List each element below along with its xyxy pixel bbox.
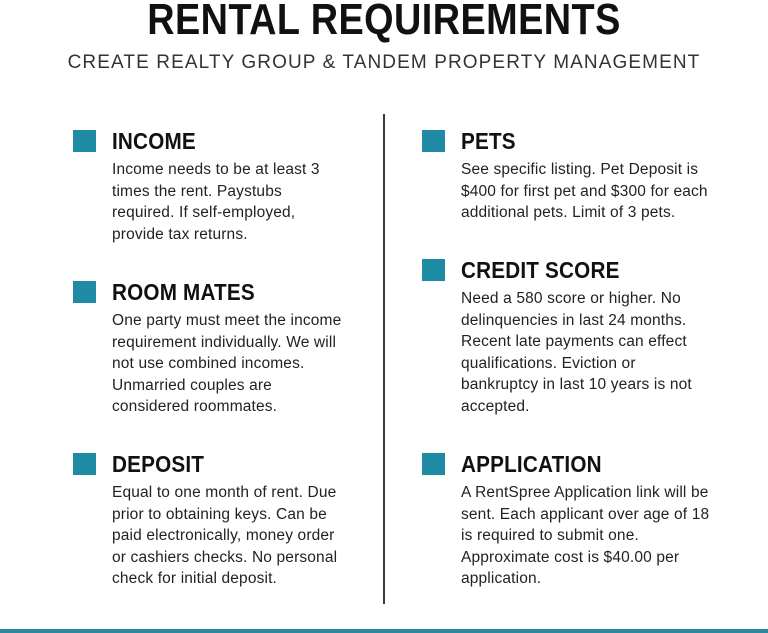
column-divider [383, 114, 385, 604]
section-heading-credit-score: CREDIT SCORE [461, 257, 620, 283]
section-heading-income: INCOME [112, 128, 196, 154]
bullet-square-icon [73, 281, 96, 303]
body-line: considered roommates. [112, 398, 278, 415]
page-subtitle: CREATE REALTY GROUP & TANDEM PROPERTY MANAGEMENT [67, 52, 701, 73]
body-line: Need a 580 score or higher. No [461, 290, 681, 307]
body-line: delinquencies in last 24 months. [461, 311, 687, 329]
section-body-credit-score [461, 288, 731, 417]
body-line: prior to obtaining keys. Can be [112, 505, 327, 523]
body-line: Approximate cost is $40.00 per [461, 548, 680, 566]
body-line: application. [461, 570, 542, 587]
section-header [461, 127, 731, 157]
body-line: bankruptcy in last 10 years is not [461, 376, 692, 393]
body-line: provide tax returns. [112, 225, 248, 243]
section-body-application [461, 482, 736, 590]
body-line: Income needs to be at least 3 [112, 161, 320, 178]
section-header [112, 450, 382, 480]
body-line: Recent late payments can effect [461, 333, 687, 350]
body-line: accepted. [461, 397, 530, 415]
section-body-pets [461, 159, 731, 224]
section-pets [461, 127, 731, 224]
section-body-deposit [112, 482, 382, 590]
body-line: paid electronically, money order [112, 527, 335, 544]
bullet-square-icon [422, 453, 445, 475]
bullet-square-icon [422, 130, 445, 152]
body-line: is required to submit one. [461, 527, 639, 544]
section-heading-application: APPLICATION [461, 451, 602, 477]
bullet-square-icon [422, 259, 445, 281]
section-heading-deposit: DEPOSIT [112, 451, 205, 477]
section-header [112, 278, 382, 308]
body-line: not use combined incomes. [112, 355, 305, 372]
body-line: A RentSpree Application link will be [461, 484, 709, 501]
body-line: qualifications. Eviction or [461, 354, 636, 372]
body-line: times the rent. Paystubs [112, 182, 282, 200]
body-line: sent. Each applicant over age of 18 [461, 505, 710, 523]
section-body-income [112, 159, 382, 245]
body-line: Equal to one month of rent. Due [112, 484, 337, 501]
section-heading-pets: PETS [461, 128, 516, 154]
section-header [461, 256, 731, 286]
body-line: or cashiers checks. No personal [112, 548, 338, 566]
section-income [112, 127, 382, 245]
body-line: See specific listing. Pet Deposit is [461, 161, 699, 178]
bullet-square-icon [73, 453, 96, 475]
section-header [461, 450, 736, 480]
section-deposit [112, 450, 382, 590]
body-line: Unmarried couples are [112, 376, 272, 394]
section-credit-score [461, 256, 731, 417]
section-heading-roommates: ROOM MATES [112, 279, 255, 305]
body-line: required. If self-employed, [112, 204, 296, 221]
body-line: additional pets. Limit of 3 pets. [461, 204, 676, 221]
section-application [461, 450, 736, 590]
body-line: requirement individually. We will [112, 333, 337, 351]
section-body-roommates [112, 310, 382, 418]
page-title: RENTAL REQUIREMENTS [147, 0, 621, 44]
section-header [112, 127, 382, 157]
section-roommates [112, 278, 382, 418]
body-line: $400 for first pet and $300 for each [461, 182, 708, 200]
body-line: check for initial deposit. [112, 570, 278, 587]
bullet-square-icon [73, 130, 96, 152]
bottom-accent-bar [0, 629, 768, 633]
body-line: One party must meet the income [112, 312, 342, 329]
